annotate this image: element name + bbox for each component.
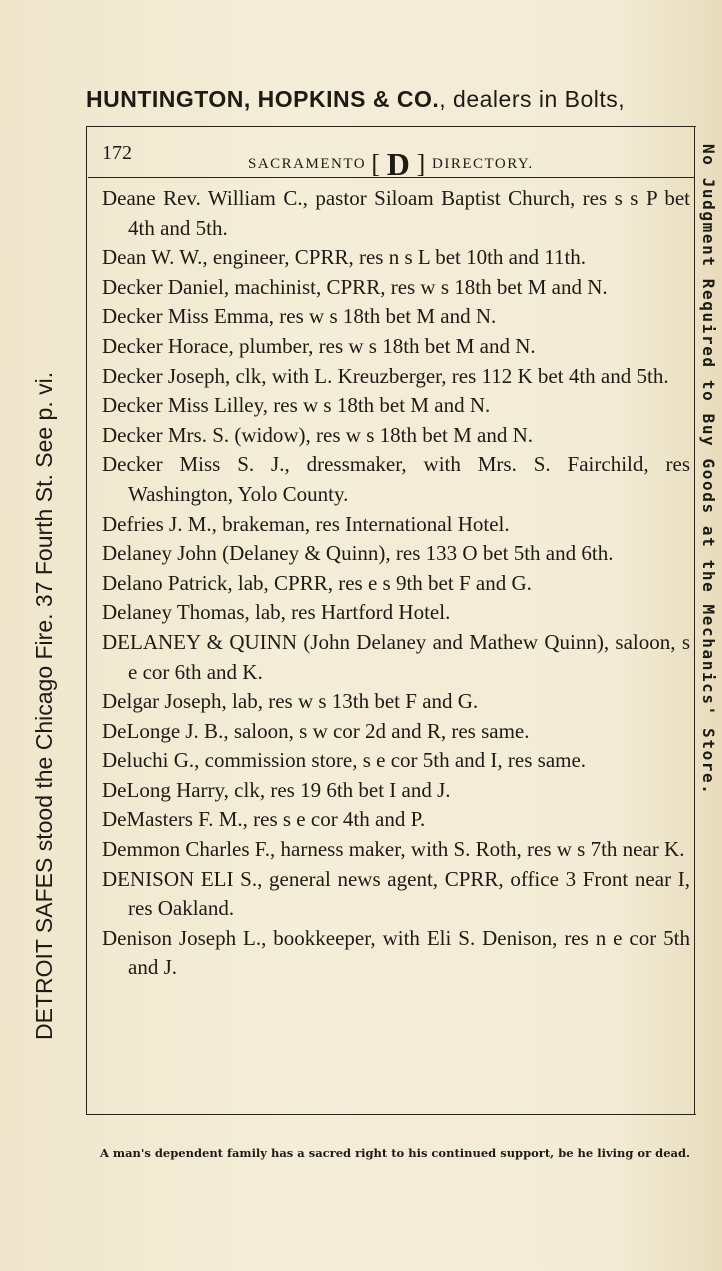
page-number: 172	[102, 142, 132, 164]
running-head-directory: DIRECTORY.	[432, 155, 534, 172]
section-letter: D	[386, 146, 412, 182]
directory-entry: Decker Mrs. S. (widow), res w s 18th bet M and N.	[102, 422, 534, 447]
bracket-close: ]	[416, 149, 427, 179]
directory-entry: Delaney Thomas, lab, res Hartford Hotel.	[102, 600, 451, 625]
running-head-city: SACRAMENTO	[248, 155, 367, 172]
directory-entry: DENISON ELI S., general news agent, CPRR, office 3 Front near I, res Oakland.	[102, 866, 690, 921]
top-ad-rest: , dealers in Bolts,	[439, 86, 626, 112]
frame-left-rule	[86, 126, 87, 1114]
directory-entry: Decker Miss S. J., dressmaker, with Mrs. S. Fairchild, res Washington, Yolo County.	[102, 452, 690, 506]
right-margin-advertisement: No Judgment Required to Buy Goods at the Mechanics' Store.	[699, 144, 718, 796]
directory-entry: DeLonge J. B., saloon, s w cor 2d and R, res same.	[102, 718, 530, 743]
top-advertisement	[86, 86, 716, 113]
directory-entry: Denison Joseph L., bookkeeper, with Eli S. Denison, res n e cor 5th and J.	[102, 925, 690, 980]
directory-entry: Deane Rev. William C., pastor Siloam Baptist Church, res s s P bet 4th and 5th.	[102, 186, 690, 240]
bracket-open: [	[371, 149, 382, 179]
directory-entry: Demmon Charles F., harness maker, with S. Roth, res w s 7th near K.	[102, 837, 685, 862]
directory-entry: Decker Daniel, machinist, CPRR, res w s 18th bet M and N.	[102, 274, 608, 299]
left-margin-advertisement: DETROIT SAFES stood the Chicago Fire. 37 Fourth St. See p. vi.	[31, 371, 57, 1040]
frame-top-rule	[86, 126, 696, 127]
directory-entry: Deluchi G., commission store, s e cor 5th and I, res same.	[102, 748, 587, 773]
directory-entry: Dean W. W., engineer, CPRR, res n s L bet 10th and 11th.	[102, 245, 587, 270]
frame-right-rule	[694, 126, 695, 1114]
directory-entry: Delano Patrick, lab, CPRR, res e s 9th bet F and G.	[102, 570, 532, 595]
footer-motto: A man's dependent family has a sacred right to his continued support, be he living or dead.	[99, 1146, 691, 1160]
top-ad-firm: HUNTINGTON, HOPKINS & CO.	[86, 86, 440, 112]
running-header	[100, 138, 685, 182]
directory-entries	[102, 184, 690, 983]
frame-bottom-rule	[86, 1114, 696, 1115]
directory-entry: Defries J. M., brakeman, res International Hotel.	[102, 511, 510, 536]
header-rule	[88, 177, 694, 178]
directory-entry: Decker Joseph, clk, with L. Kreuzberger, res 112 K bet 4th and 5th.	[102, 363, 669, 388]
directory-entry: Delgar Joseph, lab, res w s 13th bet F and G.	[102, 689, 479, 714]
directory-entry: DELANEY & QUINN (John Delaney and Mathew Quinn), saloon, s e cor 6th and K.	[102, 629, 690, 684]
directory-entry: Decker Horace, plumber, res w s 18th bet M and N.	[102, 333, 536, 358]
directory-entry: Decker Miss Lilley, res w s 18th bet M and N.	[102, 393, 491, 418]
directory-entry: Decker Miss Emma, res w s 18th bet M and N.	[102, 304, 497, 329]
directory-entry: DeMasters F. M., res s e cor 4th and P.	[102, 807, 426, 832]
directory-entry: DeLong Harry, clk, res 19 6th bet I and J.	[102, 777, 451, 802]
directory-entry: Delaney John (Delaney & Quinn), res 133 O bet 5th and 6th.	[102, 541, 614, 566]
